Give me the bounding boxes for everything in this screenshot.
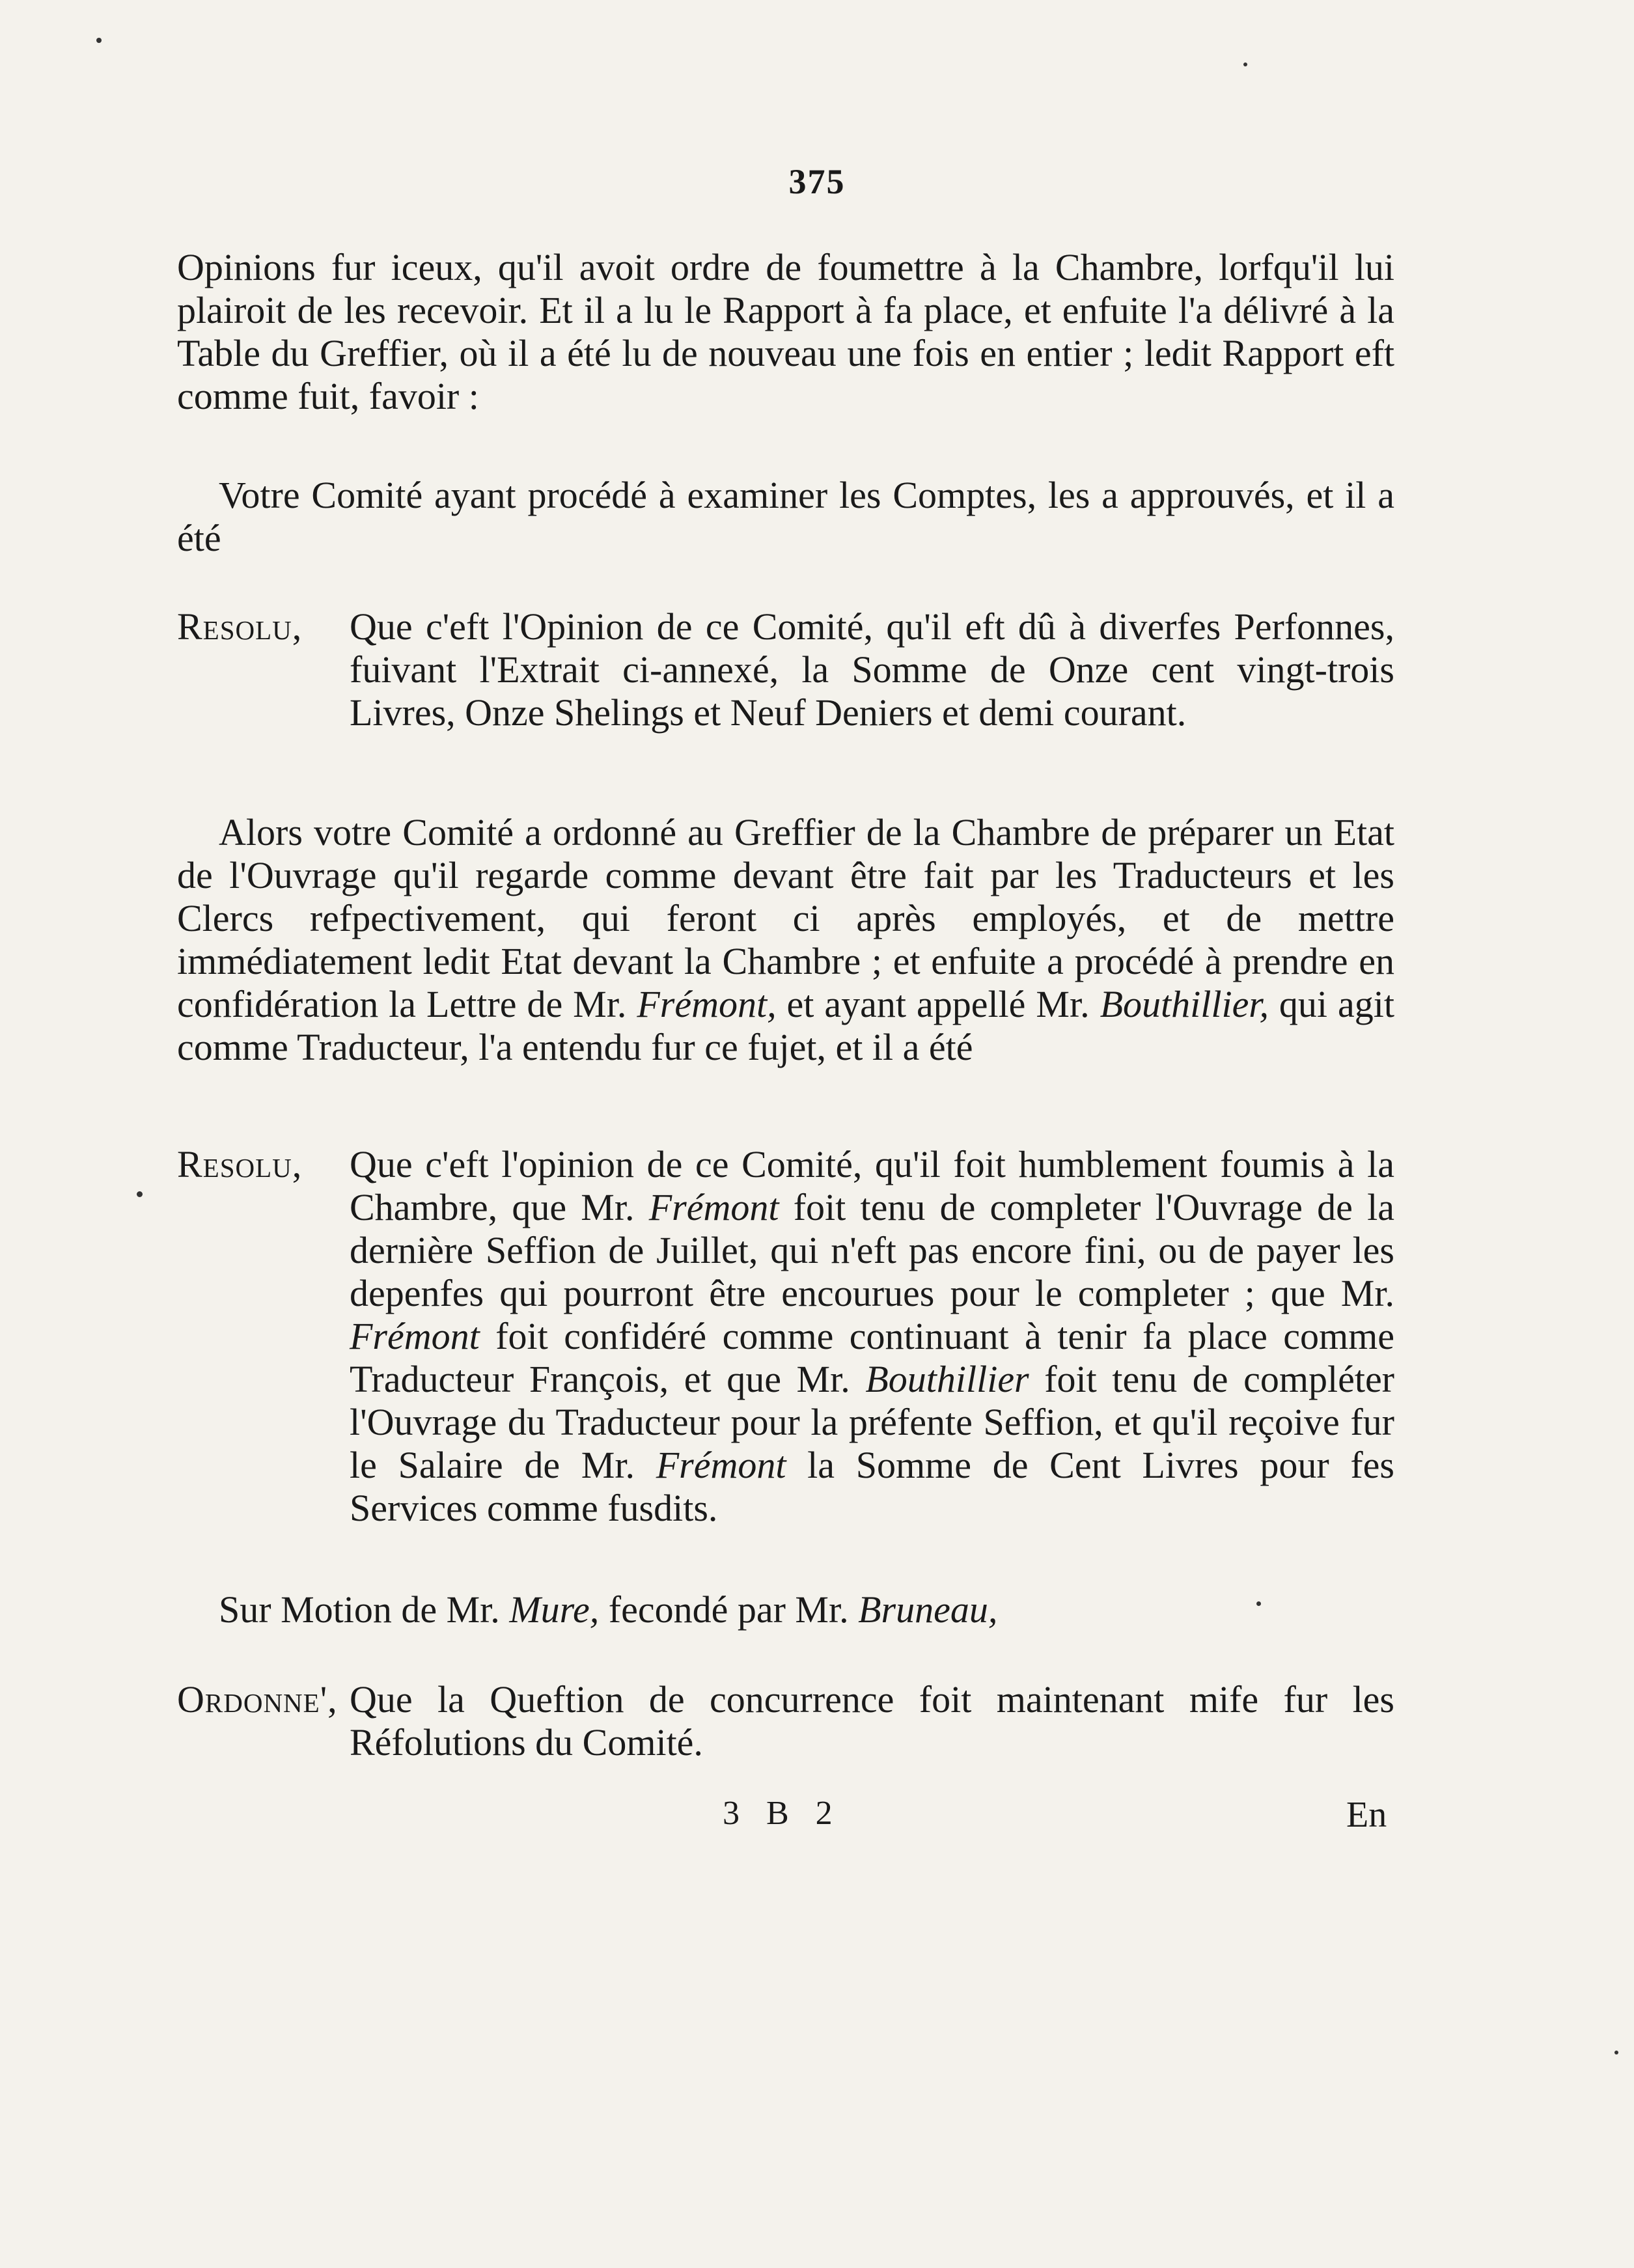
- person-name: Frémont: [656, 1444, 786, 1486]
- paragraph-text: et ayant appellé Mr.: [776, 983, 1100, 1025]
- scan-speck: [96, 38, 102, 43]
- motion-text: Sur Motion de Mr.: [219, 1588, 510, 1631]
- scan-speck: [1614, 2051, 1618, 2054]
- person-name: Frémont: [350, 1315, 480, 1357]
- resolution-label: Resolu,: [177, 1143, 303, 1185]
- motion-line: [177, 1588, 1394, 1631]
- signature-mark: 3 B 2: [723, 1795, 842, 1832]
- motion-text: fecondé par Mr.: [599, 1588, 859, 1631]
- person-name: Bouthillier: [865, 1358, 1029, 1400]
- resolution-text-part: la Somme de Cent Livres pour fes Services comme fusdits.: [350, 1444, 1394, 1529]
- ordonne-text: Que la Queftion de concurrence foit maintenant mife fur les Réfolutions du Comité.: [350, 1678, 1394, 1763]
- paragraph-text: Alors votre Comité a ordonné au Greffier de la Chambre de préparer un Etat de l'Ouvrage qu'il regarde comme devant être fait par les Traducteurs et les Clercs refpectivement, qui feront ci après employés, et de mettre immédiatement ledit Etat devant la Chambre ; et enfuite a procédé à prendre en confidération la Lettre de Mr.: [177, 811, 1394, 1025]
- person-name: Frémont: [648, 1186, 779, 1228]
- person-name: Mure,: [509, 1588, 600, 1631]
- resolution-text: Que c'eft l'Opinion de ce Comité, qu'il eft dû à diverfes Perfonnes, fuivant l'Extrait ci-annexé, la Somme de Onze cent vingt-trois Livres, Onze Shelings et Neuf Deniers et demi courant.: [350, 605, 1394, 734]
- resolution-2: [177, 1143, 1394, 1530]
- person-name: Bruneau,: [858, 1588, 998, 1631]
- resolution-text-part: foit confidéré comme continuant à tenir fa place comme Traducteur François, et que Mr.: [350, 1315, 1394, 1400]
- scan-speck: [1243, 62, 1247, 66]
- paragraph-text: qui agit comme Traducteur, l'a entendu fur ce fujet, et il a été: [177, 983, 1394, 1068]
- resolution-1: [177, 605, 1394, 734]
- page-number: 375: [788, 162, 846, 201]
- ordonne-label: Ordonne',: [177, 1678, 338, 1721]
- resolution-text-part: foit tenu de completer l'Ouvrage de la dernière Seffion de Juillet, qui n'eft pas encore fini, ou de payer les depenfes qui pourront être encourues pour le completer ; que Mr.: [350, 1186, 1394, 1314]
- scan-speck: [1256, 1601, 1261, 1606]
- resolution-text: [350, 1143, 1394, 1530]
- ordonne-resolution: [177, 1678, 1394, 1764]
- resolution-label: Resolu,: [177, 605, 303, 648]
- resolution-text-part: foit tenu de compléter l'Ouvrage du Traducteur pour la préfente Seffion, et qu'il reçoive fur le Salaire de Mr.: [350, 1358, 1394, 1486]
- scan-speck: [137, 1191, 143, 1197]
- person-name: Bouthillier,: [1100, 983, 1269, 1025]
- resolution-text-part: Que c'eft l'opinion de ce Comité, qu'il foit humblement foumis à la Chambre, que Mr.: [350, 1143, 1394, 1228]
- committee-paragraph: Votre Comité ayant procédé à examiner les Comptes, les a approuvés, et il a été: [177, 474, 1394, 559]
- catchword: En: [1346, 1795, 1387, 1835]
- committee-order-paragraph: [177, 811, 1394, 1069]
- person-name: Frémont,: [637, 983, 777, 1025]
- intro-paragraph: Opinions fur iceux, qu'il avoit ordre de foumettre à la Chambre, lorfqu'il lui plairoit de les recevoir. Et il a lu le Rapport à fa place, et enfuite l'a délivré à la Table du Greffier, où il a été lu de nouveau une fois en entier ; ledit Rapport eft comme fuit, favoir :: [177, 246, 1394, 417]
